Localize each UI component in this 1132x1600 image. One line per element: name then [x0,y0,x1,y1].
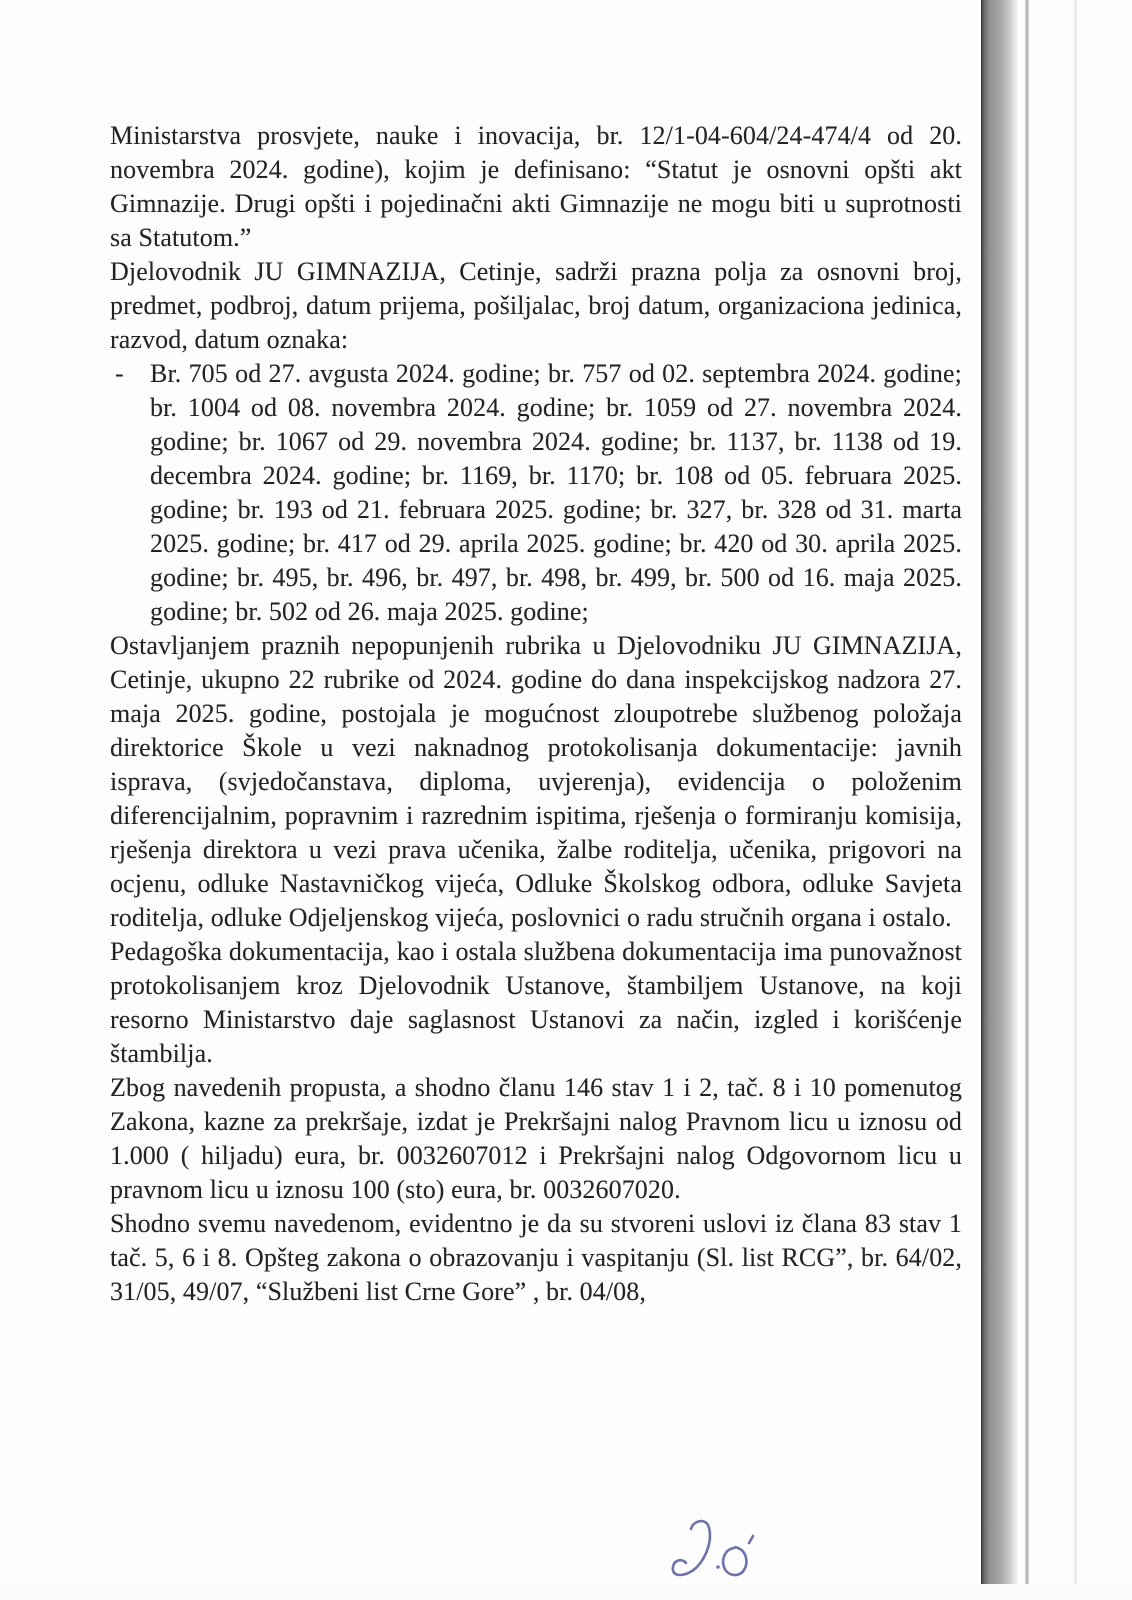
page-edge-line [1025,0,1029,1584]
list-item-protokol-brojevi [110,357,962,629]
paragraph-ministarstva: Ministarstva prosvjete, nauke i inovacija, br. 12/1-04-604/24-474/4 od 20. novembra 2024. godine), kojim je definisano: “Statut je osnovni opšti akt Gimnazije. Drugi opšti i pojedinačni akti Gimnazije ne mogu biti u suprotnosti sa Statutom.” [110,121,962,252]
paragraph-zbog-propusta: Zbog navedenih propusta, a shodno članu 146 stav 1 i 2, tač. 8 i 10 pomenutog Zakona, kazne za prekršaje, izdat je Prekršajni nalog Pravnom licu u iznosu od 1.000 ( hiljadu) eura, br. 0032607012 i Prekršajni nalog Odgovornom licu u pravnom licu u iznosu 100 (sto) eura, br. 0032607020. [110,1073,962,1204]
page-edge-line-faint [1074,0,1077,1584]
paragraph-pedagoska: Pedagoška dokumentacija, kao i ostala službena dokumentacija ima punovažnost protokolisanjem kroz Djelovodnik Ustanove, štambiljem Ustanove, na koji resorno Ministarstvo daje saglasnost Ustanovi za način, izgled i korišćenje štambilja. [110,937,962,1068]
paragraph-ostavljanjem: Ostavljanjem praznih nepopunjenih rubrika u Djelovodniku JU GIMNAZIJA, Cetinje, ukupno 22 rubrike od 2024. godine do dana inspekcijskog nadzora 27. maja 2025. godine, postojala je mogućnost zloupotrebe službenog položaja direktorice Škole u vezi naknadnog protokolisanja dokumentacije: javnih isprava, (svjedočanstava, diploma, uvjerenja), evidencija o položenim diferencijalnim, popravnim i razrednim ispitima, rješenja o formiranju komisija, rješenja direktora u vezi prava učenika, žalbe roditelja, učenika, prigovori na ocjenu, odluke Nastavničkog vijeća, Odluke Školskog odbora, odluke Savjeta roditelja, odluke Odjeljenskog vijeća, poslovnici o radu stručnih organa i ostalo. [110,631,962,932]
list-item-text: Br. 705 od 27. avgusta 2024. godine; br. 757 od 02. septembra 2024. godine; br. 1004 od 08. novembra 2024. godine; br. 1059 od 27. novembra 2024. godine; br. 1067 od 29. novembra 2024. godine; br. 1137, br. 1138 od 19. decembra 2024. godine; br. 1169, br. 1170; br. 108 od 05. februara 2025. godine; br. 193 od 21. februara 2025. godine; br. 327, br. 328 od 31. marta 2025. godine; br. 417 od 29. aprila 2025. godine; br. 420 od 30. aprila 2025. godine; br. 495, br. 496, br. 497, br. 498, br. 499, br. 500 od 16. maja 2025. godine; br. 502 od 26. maja 2025. godine; [150,359,962,626]
paragraph-shodno: Shodno svemu navedenom, evidentno je da su stvoreni uslovi iz člana 83 stav 1 tač. 5, 6 i 8. Opšteg zakona o obrazovanju i vaspitanju (Sl. list RCG”, br. 64/02, 31/05, 49/07, “Službeni list Crne Gore” , br. 04/08, [110,1209,962,1306]
paragraph-djelovodnik: Djelovodnik JU GIMNAZIJA, Cetinje, sadrži prazna polja za osnovni broj, predmet, podbroj, datum prijema, pošiljalac, broj datum, organizaciona jedinica, razvod, datum oznaka: [110,257,962,354]
list-dash-marker: - [115,359,124,388]
document-text [110,119,962,1309]
scan-spine-shadow [981,0,1018,1584]
scan-bottom-strip [0,1584,1132,1600]
handwritten-initials-mark [658,1516,768,1588]
